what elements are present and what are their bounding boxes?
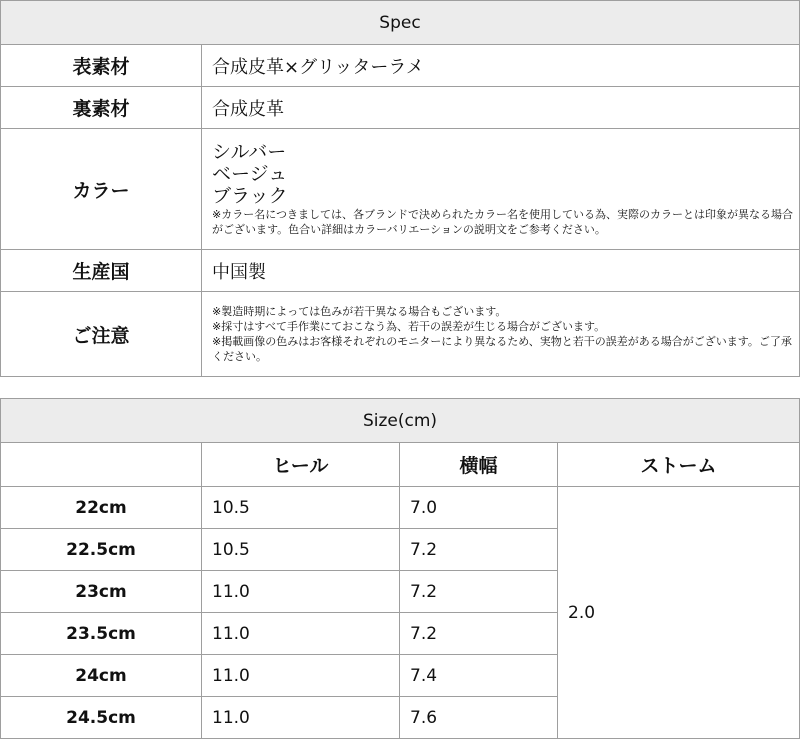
- storm-value: 2.0: [558, 487, 800, 739]
- size-row: [1, 487, 800, 529]
- spec-title: Spec: [1, 1, 800, 45]
- spec-label: 裏素材: [1, 87, 202, 129]
- spec-value: 合成皮革: [202, 87, 800, 129]
- spec-value: 合成皮革×グリッターラメ: [202, 45, 800, 87]
- size-header-row: [1, 443, 800, 487]
- width-value: 7.0: [400, 487, 558, 529]
- heel-value: 10.5: [202, 487, 400, 529]
- size-header: ストーム: [558, 443, 800, 487]
- size-label: 23cm: [1, 571, 202, 613]
- notice-line: ※製造時期によっては色みが若干異なる場合もございます。: [212, 305, 507, 318]
- size-label: 24cm: [1, 655, 202, 697]
- heel-value: 11.0: [202, 613, 400, 655]
- width-value: 7.4: [400, 655, 558, 697]
- notice-line: ※掲載画像の色みはお客様それぞれのモニターにより異なるため、実物と若干の誤差がある場合がございます。ご了承ください。: [212, 335, 792, 363]
- width-value: 7.6: [400, 697, 558, 739]
- width-value: 7.2: [400, 571, 558, 613]
- spec-label: カラー: [1, 129, 202, 250]
- width-value: 7.2: [400, 613, 558, 655]
- heel-value: 10.5: [202, 529, 400, 571]
- spec-label: ご注意: [1, 292, 202, 377]
- size-label: 22.5cm: [1, 529, 202, 571]
- color-name: ベージュ: [212, 163, 288, 185]
- spec-row: [1, 87, 800, 129]
- size-label: 24.5cm: [1, 697, 202, 739]
- heel-value: 11.0: [202, 697, 400, 739]
- color-list: [212, 141, 799, 207]
- size-label: 22cm: [1, 487, 202, 529]
- spec-row: [1, 129, 800, 250]
- spec-row: [1, 45, 800, 87]
- notice-line: ※採寸はすべて手作業にておこなう為、若干の誤差が生じる場合がございます。: [212, 320, 606, 333]
- heel-value: 11.0: [202, 655, 400, 697]
- color-name: ブラック: [212, 185, 288, 207]
- size-title: Size(cm): [1, 399, 800, 443]
- spec-label: 表素材: [1, 45, 202, 87]
- size-label: 23.5cm: [1, 613, 202, 655]
- width-value: 7.2: [400, 529, 558, 571]
- notice-cell: [202, 292, 800, 377]
- color-note: ※カラー名につきましては、各ブランドで決められたカラー名を使用している為、実際のカラーとは印象が異なる場合がございます。色合い詳細はカラーバリエーションの説明文をご参考ください。: [212, 208, 793, 236]
- color-name: シルバー: [212, 141, 287, 163]
- spec-label: 生産国: [1, 250, 202, 292]
- color-cell: [202, 129, 800, 250]
- size-header: 横幅: [400, 443, 558, 487]
- spec-row: [1, 250, 800, 292]
- spec-row: [1, 292, 800, 377]
- heel-value: 11.0: [202, 571, 400, 613]
- spec-value: 中国製: [202, 250, 800, 292]
- size-header: [1, 443, 202, 487]
- size-header: ヒール: [202, 443, 400, 487]
- size-table: [0, 398, 800, 739]
